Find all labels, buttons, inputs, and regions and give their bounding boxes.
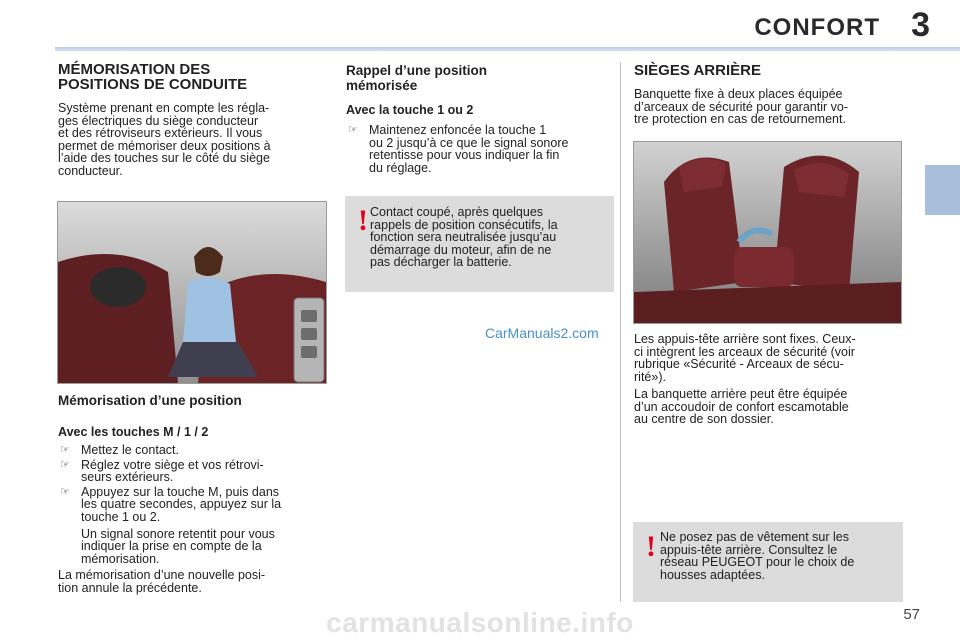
page-number: 57	[903, 606, 920, 623]
text-line: rité»).	[634, 369, 666, 384]
text-line: d’arceaux de sécurité pour garantir vo-	[634, 99, 849, 114]
sieges-intro	[634, 88, 902, 126]
subtitle: Mémorisation d’une position	[58, 393, 242, 408]
text-line: d’un accoudoir de confort escamotable	[634, 399, 849, 414]
text-line: rappels de position consécutifs, la	[370, 217, 558, 232]
text-line: mémorisation.	[81, 551, 160, 566]
section-title-memorisation	[58, 62, 328, 92]
text-line: rubrique «Sécurité - Arceaux de sécu-	[634, 357, 844, 372]
text-line: fonction sera neutralisée jusqu’au	[370, 230, 557, 245]
step-item	[346, 124, 614, 174]
step-item	[58, 444, 326, 457]
text-line: indiquer la prise en compte de la	[81, 539, 262, 554]
warning-text	[370, 206, 606, 269]
warning-box-contact	[345, 196, 614, 292]
text-line: Un signal sonore retentit pour vous	[81, 526, 275, 541]
pointing-hand-icon: ☞	[60, 458, 70, 471]
site-watermark: CarManuals2.com	[485, 325, 599, 341]
text-line: appuis-tête arrière. Consultez le	[660, 542, 838, 557]
title-line: SIÈGES ARRIÈRE	[634, 62, 761, 79]
title-line: mémorisée	[346, 78, 418, 93]
text-line: réseau PEUGEOT pour le choix de	[660, 555, 855, 570]
text-line: La mémorisation d’une nouvelle posi-	[58, 568, 266, 583]
text-line: Appuyez sur la touche M, puis dans	[81, 484, 280, 499]
text-line: conducteur.	[58, 163, 123, 178]
chapter-title: CONFORT	[754, 14, 880, 41]
header-rule	[55, 47, 960, 51]
text-line: La banquette arrière peut être équipée	[634, 387, 848, 401]
chapter-side-tab	[925, 165, 960, 215]
text-line: ci intègrent les arceaux de sécurité (voir	[634, 344, 855, 359]
text-line: Maintenez enfoncée la touche 1	[369, 123, 547, 137]
section-title-rappel	[346, 63, 616, 93]
text-line: Ne posez pas de vêtement sur les	[660, 530, 849, 544]
title-line: POSITIONS DE CONDUITE	[58, 76, 248, 93]
title-line: MÉMORISATION DES	[58, 61, 211, 78]
footer-watermark: carmanualsonline.info	[326, 607, 634, 638]
step-item	[58, 486, 326, 524]
sieges-para2	[634, 388, 902, 426]
text-line: permet de mémoriser deux positions à	[58, 138, 271, 153]
text-line: pas décharger la batterie.	[370, 255, 512, 270]
text-line: ou 2 jusqu’à ce que le signal sonore	[369, 135, 569, 150]
text-line: Contact coupé, après quelques	[370, 205, 544, 219]
step-item	[58, 459, 326, 484]
text-line: tion annule la précédente.	[58, 580, 202, 595]
pointing-hand-icon: ☞	[60, 444, 70, 456]
warning-box-headrest	[633, 522, 903, 602]
section-title-sieges	[634, 63, 904, 78]
memorisation-steps	[58, 444, 326, 595]
rappel-step	[346, 124, 614, 174]
rear-seats-illustration	[634, 142, 901, 323]
text-line: Mettez le contact.	[81, 443, 179, 457]
text-line: du réglage.	[369, 160, 432, 175]
text-line: l’aide des touches sur le côté du siège	[58, 151, 270, 166]
text-line: ges électriques du siège conducteur	[58, 113, 259, 128]
text-line: housses adaptées.	[660, 567, 765, 582]
text-line: les quatre secondes, appuyez sur la	[81, 497, 282, 512]
text-line: Banquette fixe à deux places équipée	[634, 87, 843, 101]
memorisation-intro	[58, 102, 326, 178]
signal-note	[58, 528, 326, 566]
exclamation-icon: !	[358, 204, 368, 237]
chapter-number: 3	[911, 6, 930, 44]
text-line: au centre de son dossier.	[634, 412, 774, 427]
text-line: retentisse pour vous indiquer la fin	[369, 148, 560, 163]
keys-heading: Avec la touche 1 ou 2	[346, 103, 474, 117]
driver-seat-illustration	[58, 202, 326, 383]
warning-text	[660, 531, 896, 581]
text-line: et des rétroviseurs extérieurs. Il vous	[58, 126, 263, 141]
keys-heading-12	[346, 103, 616, 117]
text-line: Les appuis-tête arrière sont fixes. Ceux-	[634, 332, 856, 346]
text-line: tre protection en cas de retournement.	[634, 112, 846, 127]
text-line: démarrage du moteur, afin de ne	[370, 242, 552, 257]
sieges-para1	[634, 333, 902, 383]
exclamation-icon: !	[646, 530, 656, 563]
text-line: seurs extérieurs.	[81, 470, 174, 485]
pointing-hand-icon: ☞	[60, 485, 70, 498]
subtitle-memorisation-position	[58, 393, 328, 408]
driver-seat-photo	[57, 201, 327, 384]
keys-heading-m12	[58, 425, 328, 439]
rear-seats-photo	[633, 141, 902, 324]
text-line: touche 1 ou 2.	[81, 509, 161, 524]
column-separator	[620, 62, 621, 602]
text-line: Système prenant en compte les régla-	[58, 101, 270, 115]
text-line: Réglez votre siège et vos rétrovi-	[81, 457, 264, 472]
pointing-hand-icon: ☞	[348, 124, 358, 136]
keys-heading: Avec les touches M / 1 / 2	[58, 425, 209, 439]
title-line: Rappel d’une position	[346, 63, 487, 78]
